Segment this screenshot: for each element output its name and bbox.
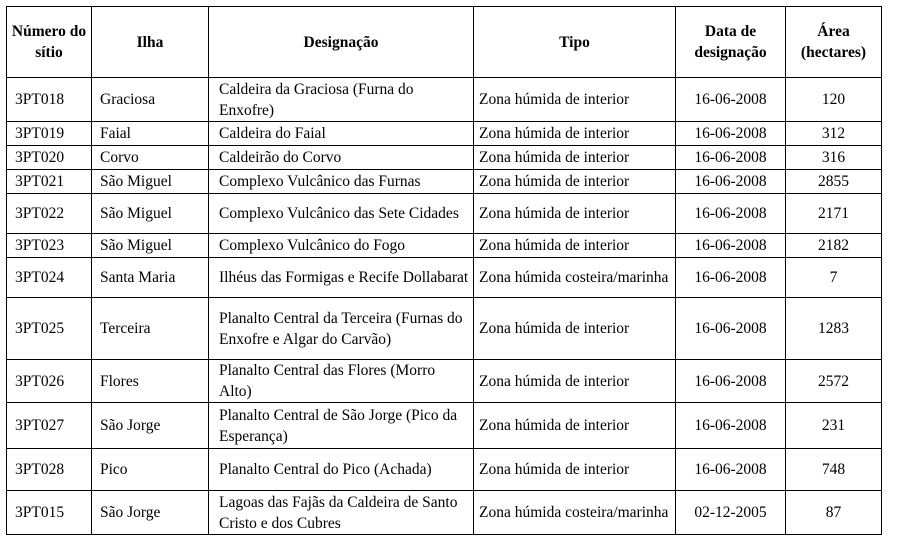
cell-site-number: 3PT023 [7,234,92,258]
table-row [7,122,882,146]
cell-island: São Miguel [92,170,209,194]
cell-area: 1283 [786,298,882,360]
cell-date: 16-06-2008 [676,449,786,491]
cell-island: São Jorge [92,491,209,535]
header-type: Tipo [474,7,676,78]
cell-island: São Miguel [92,194,209,234]
cell-designation: Planalto Central da Terceira (Furnas do Enxofre e Algar do Carvão) [209,298,474,360]
cell-date: 16-06-2008 [676,78,786,122]
table-row [7,298,882,360]
table-row [7,170,882,194]
cell-type: Zona húmida de interior [474,170,676,194]
cell-type: Zona húmida de interior [474,194,676,234]
header-area: Área (hectares) [786,7,882,78]
cell-designation: Planalto Central de São Jorge (Pico da Esperança) [209,403,474,449]
sites-table-container [6,6,882,535]
cell-date: 16-06-2008 [676,122,786,146]
table-row [7,146,882,170]
cell-designation: Complexo Vulcânico do Fogo [209,234,474,258]
table-row [7,360,882,403]
cell-type: Zona húmida de interior [474,146,676,170]
cell-area: 2855 [786,170,882,194]
cell-area: 316 [786,146,882,170]
cell-area: 87 [786,491,882,535]
cell-date: 16-06-2008 [676,258,786,298]
cell-area: 748 [786,449,882,491]
table-row [7,234,882,258]
cell-type: Zona húmida costeira/marinha [474,258,676,298]
cell-site-number: 3PT020 [7,146,92,170]
cell-island: Graciosa [92,78,209,122]
cell-designation: Ilhéus das Formigas e Recife Dollabarat [209,258,474,298]
cell-site-number: 3PT022 [7,194,92,234]
cell-site-number: 3PT026 [7,360,92,403]
cell-designation: Lagoas das Fajãs da Caldeira de Santo Cristo e dos Cubres [209,491,474,535]
cell-date: 16-06-2008 [676,234,786,258]
cell-designation: Complexo Vulcânico das Sete Cidades [209,194,474,234]
cell-site-number: 3PT028 [7,449,92,491]
cell-island: Corvo [92,146,209,170]
cell-island: Terceira [92,298,209,360]
cell-island: Faial [92,122,209,146]
cell-type: Zona húmida de interior [474,403,676,449]
cell-designation: Caldeira do Faial [209,122,474,146]
table-row [7,403,882,449]
cell-site-number: 3PT024 [7,258,92,298]
cell-type: Zona húmida de interior [474,122,676,146]
cell-type: Zona húmida de interior [474,298,676,360]
cell-date: 16-06-2008 [676,403,786,449]
cell-site-number: 3PT019 [7,122,92,146]
cell-designation: Planalto Central do Pico (Achada) [209,449,474,491]
table-row [7,194,882,234]
cell-designation: Caldeirão do Corvo [209,146,474,170]
ramsar-sites-table [6,6,882,535]
table-row [7,449,882,491]
table-row [7,491,882,535]
header-island: Ilha [92,7,209,78]
cell-area: 2171 [786,194,882,234]
cell-area: 120 [786,78,882,122]
cell-date: 16-06-2008 [676,298,786,360]
cell-date: 16-06-2008 [676,170,786,194]
cell-type: Zona húmida de interior [474,234,676,258]
cell-island: Santa Maria [92,258,209,298]
cell-site-number: 3PT018 [7,78,92,122]
table-header-row [7,7,882,78]
cell-designation: Caldeira da Graciosa (Furna do Enxofre) [209,78,474,122]
cell-island: São Miguel [92,234,209,258]
cell-type: Zona húmida de interior [474,360,676,403]
header-designation-date: Data de designação [676,7,786,78]
header-designation: Designação [209,7,474,78]
cell-date: 16-06-2008 [676,360,786,403]
cell-site-number: 3PT015 [7,491,92,535]
cell-island: Flores [92,360,209,403]
cell-area: 7 [786,258,882,298]
cell-type: Zona húmida costeira/marinha [474,491,676,535]
table-row [7,258,882,298]
cell-date: 16-06-2008 [676,194,786,234]
cell-area: 2572 [786,360,882,403]
cell-site-number: 3PT021 [7,170,92,194]
cell-date: 02-12-2005 [676,491,786,535]
cell-type: Zona húmida de interior [474,449,676,491]
table-row [7,78,882,122]
cell-designation: Complexo Vulcânico das Furnas [209,170,474,194]
cell-date: 16-06-2008 [676,146,786,170]
cell-type: Zona húmida de interior [474,78,676,122]
table-body [7,78,882,535]
cell-island: Pico [92,449,209,491]
cell-island: São Jorge [92,403,209,449]
cell-site-number: 3PT025 [7,298,92,360]
header-site-number: Número do sítio [7,7,92,78]
cell-site-number: 3PT027 [7,403,92,449]
cell-area: 231 [786,403,882,449]
cell-area: 312 [786,122,882,146]
cell-designation: Planalto Central das Flores (Morro Alto) [209,360,474,403]
cell-area: 2182 [786,234,882,258]
